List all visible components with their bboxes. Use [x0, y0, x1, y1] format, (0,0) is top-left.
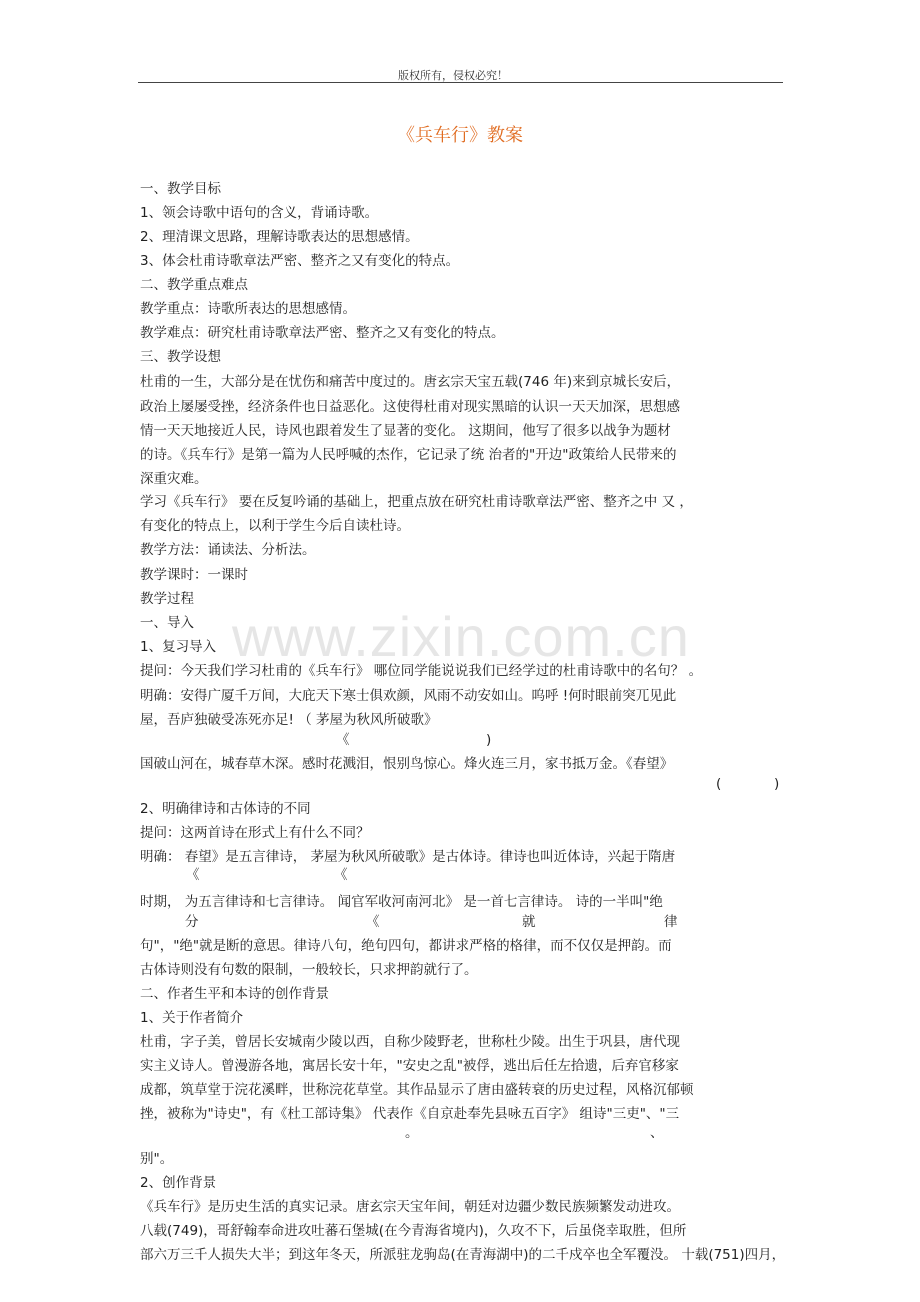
text-line: 深重灾难。 [140, 471, 208, 487]
text-line: 杜甫，字子美，曾居长安城南少陵以西，自称少陵野老，世称杜少陵。出生于巩县，唐代现 [140, 1034, 680, 1050]
document-title: 《兵车行》教案 [397, 125, 523, 146]
text-line: 1、复习导入 [140, 639, 217, 655]
text-line: 1、关于作者简介 [140, 1010, 244, 1026]
text-line: 有变化的特点上，以利于学生今后自读杜诗。 [140, 518, 410, 534]
text-line: 明确： 春望》是五言律诗， 茅屋为秋风所破歌》是古体诗。律诗也叫近体诗，兴起于隋唐 [140, 849, 676, 865]
small-char: 。 [405, 1125, 419, 1141]
bracket-mark: 《 [334, 867, 348, 883]
text-line: 三、教学设想 [140, 349, 221, 365]
small-char: 、 [650, 1125, 664, 1141]
bracket-mark: ) [774, 776, 780, 792]
text-line: 别"。 [140, 1151, 174, 1167]
text-line: 3、体会杜甫诗歌章法严密、整齐之又有变化的特点。 [140, 253, 460, 269]
text-line: 国破山河在，城春草木深。感时花溅泪，恨别鸟惊心。烽火连三月，家书抵万金。《春望》 [140, 756, 674, 772]
text-line: 杜甫的一生，大部分是在忧伤和痛苦中度过的。唐玄宗天宝五载(746 年)来到京城长安后， [140, 374, 681, 390]
text-line: 一、导入 [140, 615, 194, 631]
bracket-mark: ( [716, 776, 722, 792]
text-line: 二、作者生平和本诗的创作背景 [140, 986, 329, 1002]
text-line: 2、理清课文思路，理解诗歌表达的思想感情。 [140, 229, 419, 245]
text-line: 古体诗则没有句数的限制，一般较长，只求押韵就行了。 [140, 962, 478, 978]
text-line: 明确：安得广厦千万间，大庇天下寒士俱欢颜，风雨不动安如山。呜呼 !何时眼前突兀见此 [140, 688, 677, 704]
text-line: 提问：这两首诗在形式上有什么不同？ [140, 825, 370, 841]
text-line: 屋，吾庐独破受冻死亦足! （ 茅屋为秋风所破歌》 [140, 712, 438, 728]
text-line: 教学课时：一课时 [140, 567, 248, 583]
text-line: 学习《兵车行》 要在反复吟诵的基础上，把重点放在研究杜甫诗歌章法严密、整齐之中 又 ， [140, 494, 693, 510]
bracket-mark: 《 [366, 914, 380, 930]
text-line: 时期， 为五言律诗和七言律诗。 闻官军收河南河北》 是一首七言律诗。 诗的一半叫"绝 [140, 894, 663, 910]
text-line: 教学过程 [140, 591, 194, 607]
text-line: 部六万三千人损失大半；到这年冬天，所派驻龙驹岛(在青海湖中)的二千戍卒也全军覆没。 十载(751)四月， [140, 1247, 786, 1263]
text-line: 二、教学重点难点 [140, 277, 248, 293]
text-line: 挫，被称为"诗史"，有《杜工部诗集》 代表作《自京赴奉先县咏五百字》 组诗"三吏"、"三 [140, 1106, 680, 1122]
text-line: 教学方法：诵读法、分析法。 [140, 542, 316, 558]
text-line: 《兵车行》是历史生活的真实记录。唐玄宗天宝年间，朝廷对边疆少数民族频繁发动进攻。 [140, 1199, 680, 1215]
small-char: 就 [522, 914, 536, 930]
text-line: 实主义诗人。曾漫游各地，寓居长安十年，"安史之乱"被俘，逃出后任左拾遗，后弃官移家 [140, 1058, 679, 1074]
header-copyright-text: 版权所有，侵权必究！ [398, 69, 508, 82]
text-line: 2、创作背景 [140, 1175, 217, 1191]
bracket-mark: 《 [336, 732, 350, 748]
small-char: 分 [185, 914, 199, 930]
text-line: 情一天天地接近人民，诗风也跟着发生了显著的变化。 这期间，他写了很多以战争为题材 [140, 423, 671, 439]
text-line: 句"，"绝"就是断的意思。律诗八句，绝句四句，都讲求严格的格律，而不仅仅是押韵。而 [140, 938, 672, 954]
bracket-mark: ) [486, 732, 492, 748]
text-line: 教学重点：诗歌所表达的思想感情。 [140, 301, 356, 317]
small-char: 律 [664, 914, 678, 930]
text-line: 八载(749)，哥舒翰奉命进攻吐蕃石堡城(在今青海省境内)，久攻不下，后虽侥幸取胜，但所 [140, 1223, 687, 1239]
text-line: 一、教学目标 [140, 181, 221, 197]
text-line: 的诗。《兵车行》是第一篇为人民呼喊的杰作，它记录了统 治者的"开边"政策给人民带来的 [140, 447, 677, 463]
watermark: www.zixin.com.cn [232, 605, 690, 668]
bracket-mark: 《 [186, 867, 200, 883]
text-line: 成都，筑草堂于浣花溪畔，世称浣花草堂。其作品显示了唐由盛转衰的历史过程，风格沉郁顿 [140, 1082, 694, 1098]
text-line: 教学难点：研究杜甫诗歌章法严密、整齐之又有变化的特点。 [140, 325, 505, 341]
text-line: 提问：今天我们学习杜甫的《兵车行》 哪位同学能说说我们已经学过的杜甫诗歌中的名句？ 。 [140, 663, 703, 679]
text-line: 政治上屡屡受挫，经济条件也日益恶化。这使得杜甫对现实黑暗的认识一天天加深，思想感 [140, 399, 680, 415]
text-line: 2、明确律诗和古体诗的不同 [140, 801, 311, 817]
text-line: 1、领会诗歌中语句的含义，背诵诗歌。 [140, 205, 379, 221]
